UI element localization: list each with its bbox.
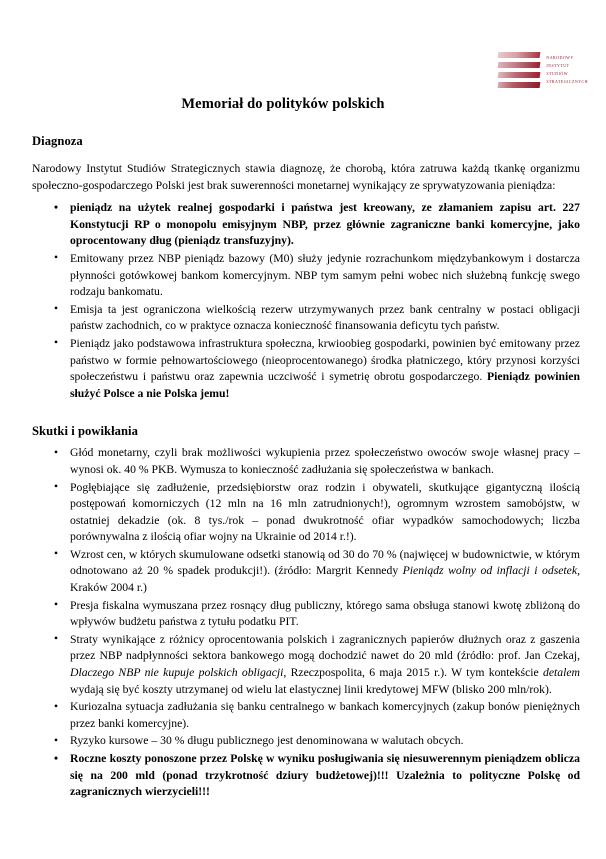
- text-run: , Kraków 2004 r.): [70, 564, 580, 595]
- list-item: [70, 480, 580, 546]
- list-item: [70, 336, 580, 402]
- list-item: [70, 733, 580, 750]
- logo-bar-2: [498, 62, 541, 68]
- list-item: [70, 699, 580, 732]
- logo-bar-4: [498, 82, 541, 88]
- text-run: Wzrost cen, w których skumulowane odsetki stanowią od 30 do 70 % (najwięcej w budownictwie, w którym odnotowano aż 20 % spadek produkcji!). (źródło: Margrit Kennedy: [70, 547, 580, 578]
- list-item: [70, 751, 580, 801]
- document-body: [32, 134, 580, 801]
- page-title: Memoriał do polityków polskich: [181, 96, 385, 112]
- text-run: Dlaczego NBP nie kupuje polskich obligacji: [70, 666, 284, 680]
- text-run: Emitowany przez NBP pieniądz bazowy (M0) służy jedynie rozrachunkom międzybankowym i dostarcza płynności gotówkowej bankom komercyjnym. NBP tym samym pełni wobec nich służebną funkcję swego rodzaju bankomatu.: [70, 251, 580, 299]
- list-item: [70, 547, 580, 597]
- logo-line-1: narodowy: [546, 53, 574, 61]
- list-item: [70, 632, 580, 698]
- section-intro-paragraph: Narodowy Instytut Studiów Strategicznych stawia diagnozę, że chorobą, która zatruwa każdą tkankę organizmu społeczno-gospodarczego Polski jest brak suwerenności monetarnej wynikający ze sprywatyzowania pieniądza:: [32, 162, 580, 192]
- text-run: Pieniądz wolny od inflacji i odsetek: [402, 564, 578, 578]
- text-run: wydają się być koszty utrzymanej od wielu lat elastycznej linii kredytowej MFW (blisko 200 mln/rok).: [70, 682, 552, 696]
- text-run: Pieniądz jako podstawowa infrastruktura społeczna, krwioobieg gospodarki, powinien być emitowany przez państwo w formie pełnowartościowego (nieoprocentowanego) środka płatniczego, który przynosi korzyści społeczeństwu i państwu oraz zapewnia uczciwość i symetrię obrotu gospodarczego.: [70, 336, 580, 384]
- text-run: pieniądz na użytek realnej gospodarki i państwa jest kreowany, ze złamaniem zapisu art. 227 Konstytucji RP o monopolu emisyjnym NBP, przez głównie zagraniczne banki komercyjne, jako oprocentowany dług (pieniądz transfuzyjny).: [70, 201, 580, 248]
- list-item: [70, 251, 580, 301]
- bullet-list: [32, 200, 580, 402]
- organization-logo: [498, 52, 588, 88]
- text-run: Pieniądz powinien służyć Polsce a nie Polska jemu!: [70, 370, 580, 400]
- list-item: [70, 445, 580, 478]
- text-run: Kuriozalna sytuacja zadłużania się banku centralnego w bankach komercyjnych (zakup bonów pieniężnych przez banki komercyjne).: [70, 700, 580, 730]
- list-item: [70, 200, 580, 250]
- logo-line-2: instytut: [546, 61, 570, 69]
- text-run: Ryzyko kursowe – 30 % długu publicznego jest denominowana w walutach obcych.: [70, 734, 464, 748]
- text-run: Emisja ta jest ograniczona wielkością rezerw utrzymywanych przez bank centralny w postaci obligacji państw zachodnich, co w praktyce oznacza konieczność finansowania deficytu tych państw.: [70, 302, 580, 333]
- text-run: Straty wynikające z różnicy oprocentowania polskich i zagranicznych papierów dłużnych oraz z gaszenia przez NBP nadpłynności sektora bankowego mogą dochodzić nawet do 20 mld (źródło: prof. Jan Czekaj,: [70, 632, 580, 663]
- text-run: detalem: [543, 666, 580, 680]
- list-item: [70, 598, 580, 631]
- section-heading: Skutki i powikłania: [32, 424, 138, 439]
- text-run: Presja fiskalna wymuszana przez rosnący dług publiczny, którego sama obsługa stanowi kwotę zbliżoną do wpływów budżetu państwa z tytułu podatku PIT.: [70, 598, 580, 629]
- text-run: Głód monetarny, czyli brak możliwości wykupienia przez społeczeństwo owoców swoje własnej pracy – wynosi ok. 40 % PKB. Wymusza to konieczność zadłużania się społeczeństwa w bankach.: [70, 446, 580, 476]
- text-run: Pogłębiające się zadłużenie, przedsiębiorstw oraz rodzin i obywateli, skutkujące gigantyczną ilością postępowań komorniczych (12 mln na 16 mln zatrudnionych!), ogromnym wzrostem samobójstw, w ostatniej dekadzie (ok. 8 tys./rok – ponad dwukrotność ofiar wypadków samochodowych; liczba porównywalna z ilością ofiar wojny na Ukrainie od 2014 r.!).: [70, 480, 580, 544]
- bullet-list: [32, 445, 580, 800]
- list-item: [70, 302, 580, 335]
- section-heading: Diagnoza: [32, 134, 83, 148]
- text-run: , Rzeczpospolita, 6 maja 2015 r.). W tym kontekście: [283, 666, 543, 680]
- text-run: Roczne koszty ponoszone przez Polskę w wyniku posługiwania się niesuwerennym pieniądzem oblicza się na 200 mld (ponad trzykrotność dziury budżetowej)!!! Uzależnia to polityczne Polskę od zagranicznych wierzycieli!!!: [70, 752, 580, 799]
- flag-bars-icon: [498, 52, 540, 88]
- logo-bar-3: [498, 72, 541, 78]
- logo-wordmark: [546, 54, 588, 87]
- logo-line-4: strategicznych: [546, 78, 588, 86]
- logo-bar-1: [498, 52, 541, 58]
- logo-line-3: studiów: [546, 70, 568, 77]
